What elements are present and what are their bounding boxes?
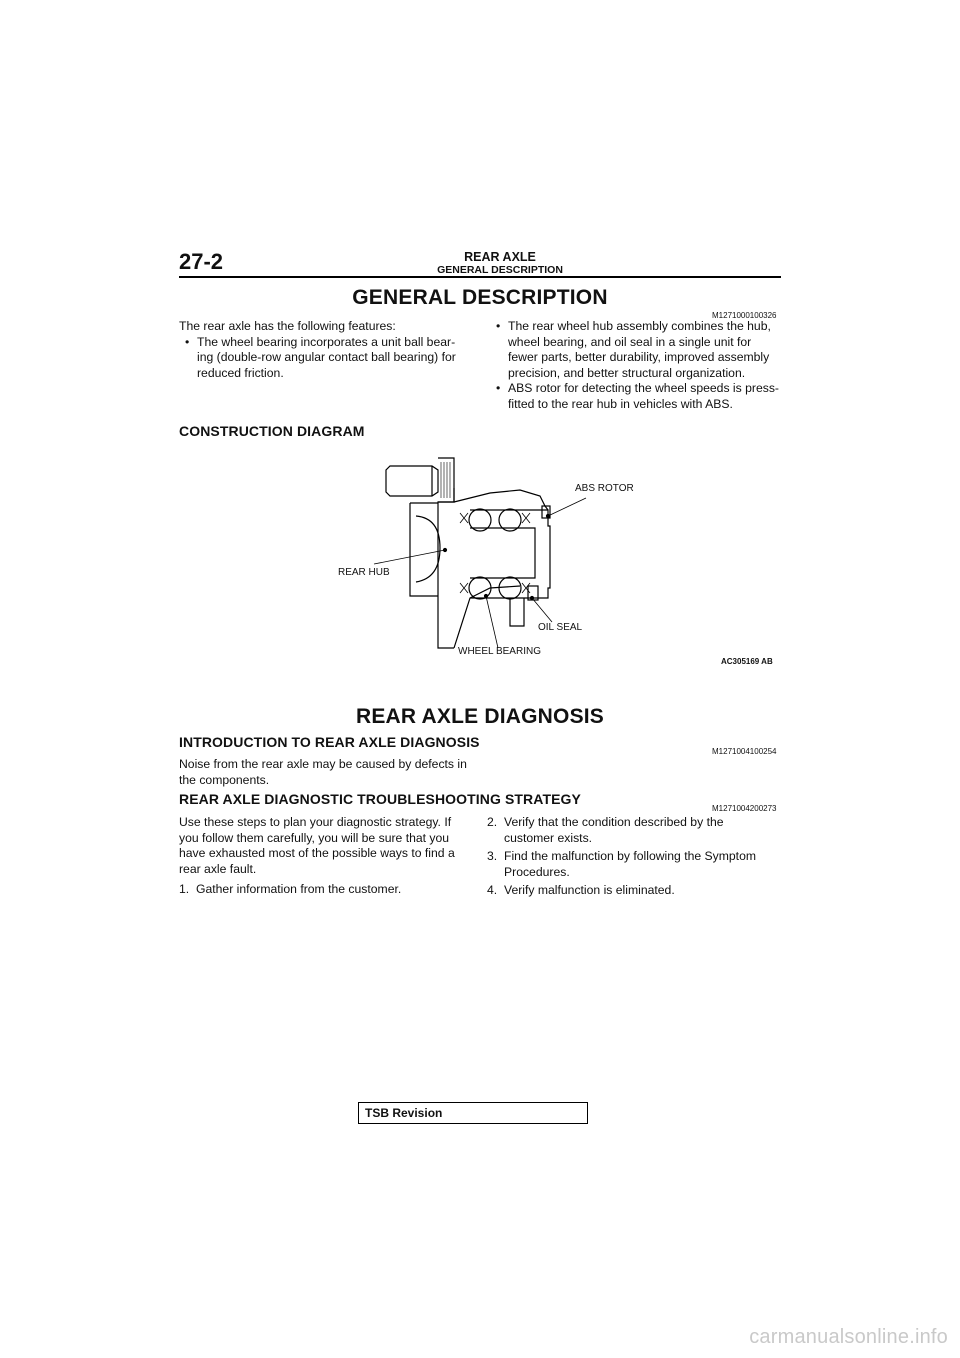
- construction-diagram-title: CONSTRUCTION DIAGRAM: [179, 423, 365, 439]
- step-number: 3.: [487, 849, 498, 863]
- running-header: [360, 250, 640, 276]
- list-item: [487, 883, 767, 899]
- step-number: 4.: [487, 883, 498, 897]
- label-rear-hub: REAR HUB: [338, 567, 390, 578]
- tsb-revision-label: TSB Revision: [365, 1106, 443, 1120]
- step-text: Gather information from the customer.: [196, 882, 402, 896]
- introduction-title: INTRODUCTION TO REAR AXLE DIAGNOSIS: [179, 734, 480, 750]
- step-text: Find the malfunction by following the Symptom Procedures.: [504, 849, 756, 879]
- strategy-text: Use these steps to plan your diagnostic strategy. If you follow them carefully, you will be sure that you have exhausted most of the possible ways to find a rear axle fault.: [179, 815, 455, 876]
- label-wheel-bearing: WHEEL BEARING: [458, 646, 541, 657]
- strategy-code: M1271004200273: [712, 804, 777, 813]
- general-left-column: [179, 319, 469, 381]
- step-text: Verify malfunction is eliminated.: [504, 883, 675, 897]
- construction-diagram: [320, 448, 790, 670]
- strategy-title: REAR AXLE DIAGNOSTIC TROUBLESHOOTING STRATEGY: [179, 791, 581, 807]
- bullet-item: • The wheel bearing incorporates a unit ball bear-ing (double-row angular contact ball bearing) for reduced friction.: [179, 335, 469, 382]
- step-number: 1.: [179, 882, 190, 896]
- label-abs-rotor: ABS ROTOR: [575, 483, 634, 494]
- header-subsection: GENERAL DESCRIPTION: [437, 264, 563, 276]
- bullet-item: • ABS rotor for detecting the wheel speeds is press-fitted to the rear hub in vehicles with ABS.: [490, 381, 782, 412]
- list-item: [487, 815, 767, 846]
- watermark: carmanualsonline.info: [749, 1326, 948, 1348]
- list-item: [487, 849, 767, 880]
- introduction-code: M1271004100254: [712, 747, 777, 756]
- bullet-item: • The rear wheel hub assembly combines the hub, wheel bearing, and oil seal in a single unit for fewer parts, better durability, improved assembly precision, and better structural organization.: [490, 319, 782, 381]
- hub-assembly-drawing: [320, 448, 790, 670]
- step-text: Verify that the condition described by the customer exists.: [504, 815, 724, 845]
- general-intro: The rear axle has the following features:: [179, 319, 396, 333]
- list-item: [179, 882, 469, 898]
- page-number: 27-2: [179, 249, 224, 274]
- figure-id: AC305169 AB: [721, 657, 773, 666]
- general-description-code: M1271000100326: [712, 311, 777, 320]
- strategy-right-column: [487, 815, 767, 902]
- tsb-revision-box: [358, 1102, 588, 1124]
- strategy-left-column: [179, 815, 469, 901]
- step-number: 2.: [487, 815, 498, 829]
- general-description-title: GENERAL DESCRIPTION: [352, 286, 608, 309]
- label-oil-seal: OIL SEAL: [538, 622, 583, 633]
- header-rule: [179, 276, 781, 278]
- rear-axle-diagnosis-title: REAR AXLE DIAGNOSIS: [355, 705, 605, 728]
- header-section: REAR AXLE: [464, 250, 536, 264]
- general-right-column: [490, 319, 782, 412]
- introduction-text: Noise from the rear axle may be caused by defects in the components.: [179, 757, 467, 787]
